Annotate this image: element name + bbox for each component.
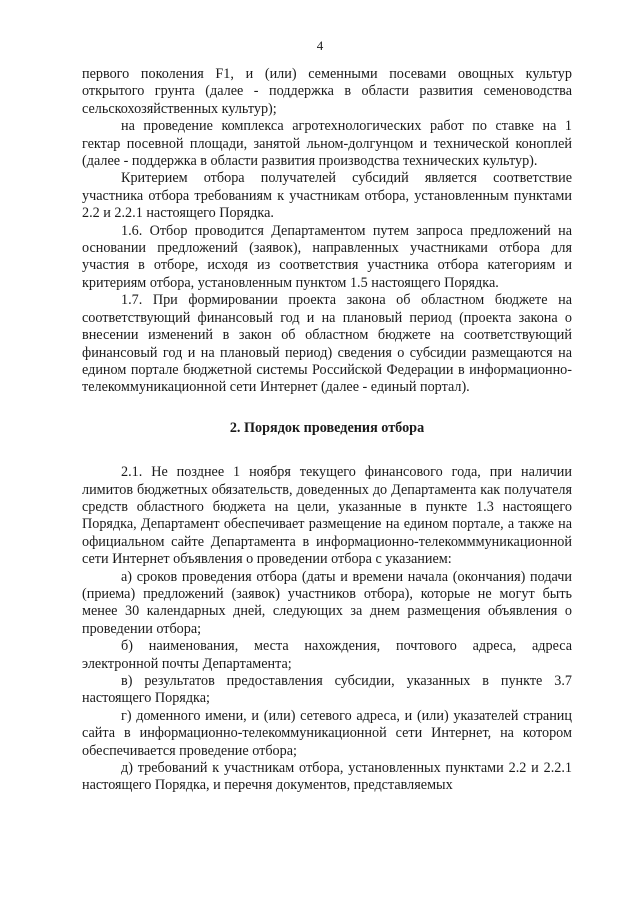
list-item: б) наименования, места нахождения, почтового адреса, адреса электронной почты Департамента; — [82, 638, 572, 672]
paragraph: Критерием отбора получателей субсидий является соответствие участника отбора требованиям к участникам отбора, установленным пунктами 2.2 и 2.2.1 настоящего Порядка. — [82, 170, 572, 222]
paragraph: 2.1. Не позднее 1 ноября текущего финансового года, при наличии лимитов бюджетных обязательств, доведенных до Департамента как получателя средств областного бюджета на цели, указанные в пункте 1.3 настоящего Порядка, Департамент обеспечивает размещение на едином портале, а также на официальном сайте Департамента в информационно-телекомммуникационной сети Интернет объявления о проведении отбора с указанием: — [82, 464, 572, 568]
document-body — [82, 66, 572, 795]
paragraph: 1.6. Отбор проводится Департаментом путем запроса предложений на основании предложений (заявок), направленных участниками отбора для участия в отборе, исходя из соответствия участника отбора категориям и критериям отбора, установленным пунктом 1.5 настоящего Порядка. — [82, 222, 572, 291]
list-item: г) доменного имени, и (или) сетевого адреса, и (или) указателей страниц сайта в информационно-телекоммуникационной сети Интернет, на котором обеспечивается проведение отбора; — [82, 707, 572, 759]
page-number: 4 — [316, 38, 324, 53]
list-item: а) сроков проведения отбора (даты и времени начала (окончания) подачи (приема) предложений (заявок) участников отбора), которые не могут быть менее 30 календарных дней, следующих за днем размещения объявления о проведении отбора; — [82, 568, 572, 637]
paragraph: первого поколения F1, и (или) семенными посевами овощных культур открытого грунта (далее - поддержка в области развития семеноводства сельскохозяйственных культур); — [82, 66, 572, 117]
section-heading: 2. Порядок проведения отбора — [229, 419, 425, 436]
paragraph: 1.7. При формировании проекта закона об областном бюджете на соответствующий финансовый год и на плановый период (проекта закона о внесении изменений в закон об областном бюджете на соответствующий финансовый год и на плановый период) сведения о субсидии размещаются на едином портале бюджетной системы Российской Федерации в информационно-телекоммуникационной сети Интернет (далее - единый портал). — [82, 292, 572, 396]
list-item: в) результатов предоставления субсидии, указанных в пункте 3.7 настоящего Порядка; — [82, 673, 572, 707]
paragraph: на проведение комплекса агротехнологических работ по ставке на 1 гектар посевной площади, занятой льном-долгунцом и технической коноплей (далее - поддержка в области развития производства технических культур). — [82, 118, 572, 170]
list-item: д) требований к участникам отбора, установленных пунктами 2.2 и 2.2.1 настоящего Порядка, и перечня документов, представляемых — [82, 760, 572, 794]
